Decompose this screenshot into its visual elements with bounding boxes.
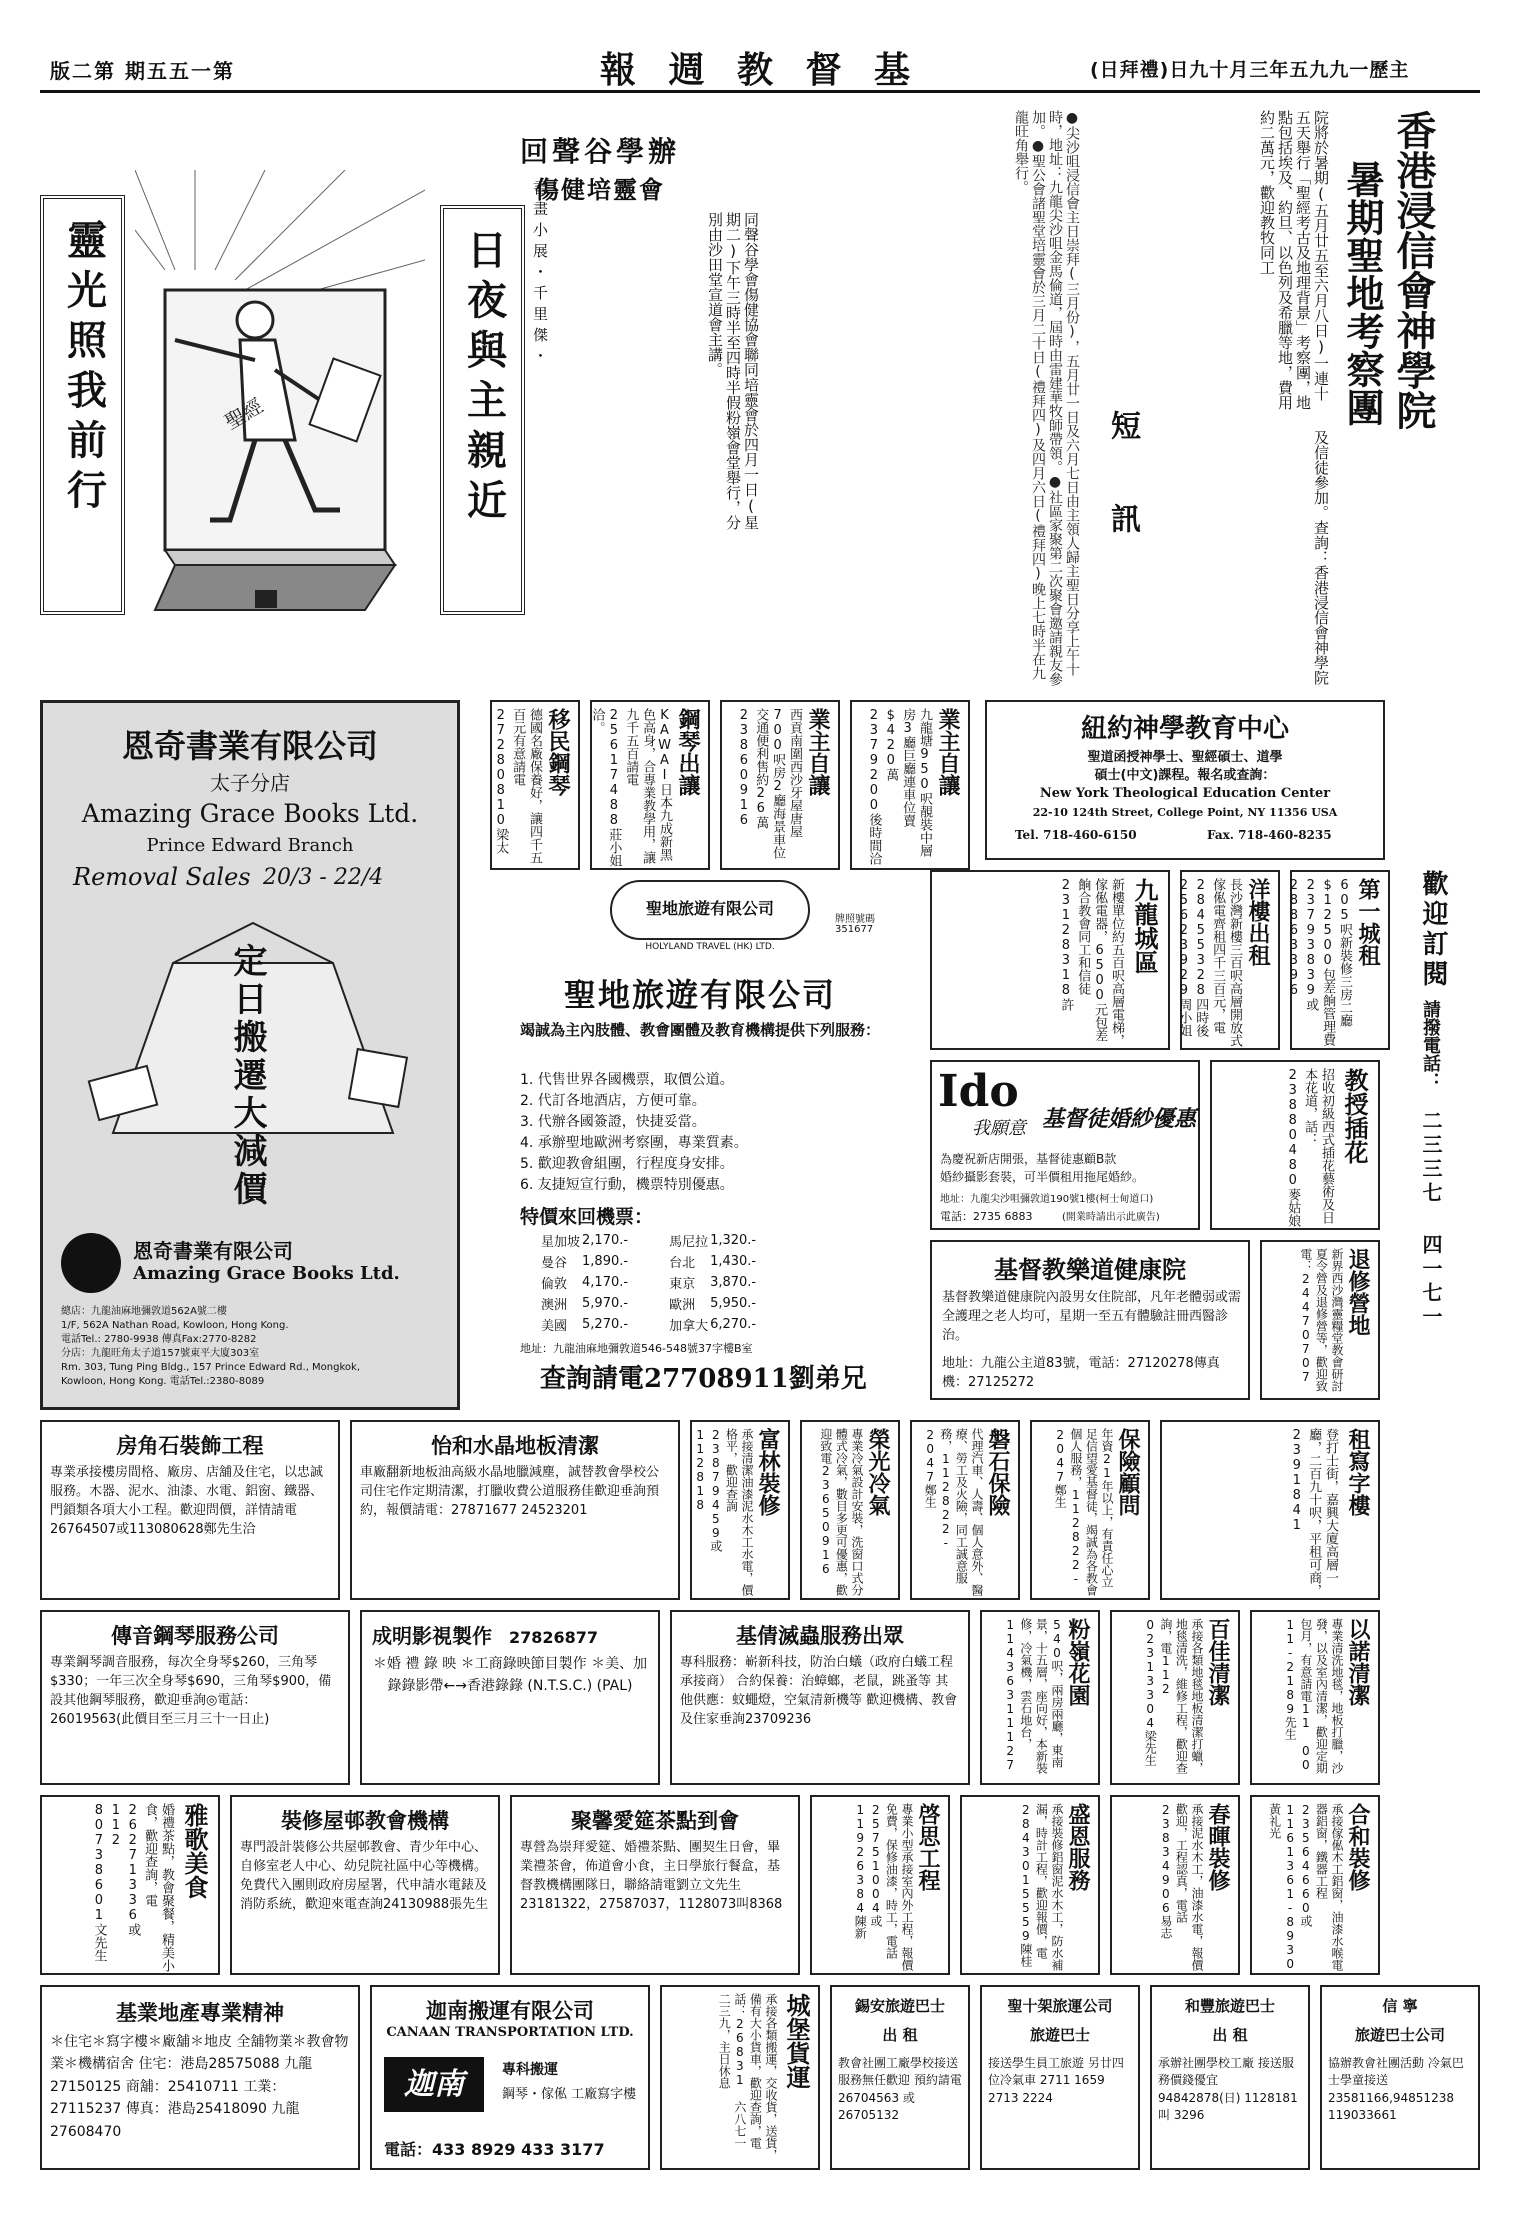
qisi-engineering-ad: 啓思工程 專業小型承接室內外工程，報價免費，保修油漆，時工，電話25751004或11926384陳新 (810, 1795, 950, 1975)
owner-sale-ad-1: 業主自讓 西貢南圍西沙牙屋唐屋700呎房2廳海景車位交通便利售約26萬23860916 (720, 700, 840, 870)
rock-insurance-ad: 磐石保險 代理汽車、人壽、個人意外、醫療、勞工及火險，同工誠意服務，112822-2047鄭生 (910, 1420, 1020, 1600)
seminary-title-2 (1340, 160, 1384, 490)
wedding-ad: Ido 我願意 基督徒婚紗優惠 為慶祝新店開張，基督徒惠顧B款 婚紗攝影套裝，可半價租用拖尾婚紗。 地址：九龍尖沙咀彌敦道190號1樓(柯士甸道口) 電話：2735 6883 (開業時請出示此廣告) (930, 1060, 1200, 1230)
yang-lou-ad: 洋樓出租 長沙灣新樓三百呎高層開放式傢俬電齊租四千三百元，電28455328四時後25623929周小姐 (1180, 870, 1280, 1050)
video-production-ad: 成明影視製作 27826877 ＊婚 禮 錄 映 ＊工商錄映節目製作 ＊美、加錄錄影帶←→香港錄錄 (N.T.S.C.) (PAL) (360, 1610, 660, 1785)
seminary-title-line-1: 香港浸信會神學院 (1390, 110, 1437, 430)
cornerstone-decor-ad: 房角石裝飾工程 專業承接樓房間格、廠房、店舖及住宅，以忠誠服務。木器、泥水、油漆、水電、鋁窗、鐵器、門鎖類各項大小工程。歡迎問價，詳情請電26764507或113080628鄭先生洽 (40, 1420, 340, 1600)
top-articles (780, 110, 1480, 700)
bookstore-title: 恩奇書業有限公司 (121, 727, 378, 765)
short-news-title: 短 訊 (1105, 410, 1140, 547)
retreat-ad: 退修營地 新界西沙灣靈糧堂教會研討夏令營及退修營等，歡迎致電：24470707 (1260, 1240, 1380, 1400)
subscribe-title: 歡迎訂閱 (1418, 870, 1448, 990)
chunhui-decor-ad: 春暉裝修 承接泥水木工，油漆水電，報價歡迎，工程認真，電話23834906易志 (1110, 1795, 1240, 1975)
shengen-service-ad: 盛恩服務 承接裝修鋁窗泥水木工，防水補漏，時計工程，歡迎報價，電2843015559陳桂 (960, 1795, 1100, 1975)
canaan-logo: 迦南 (384, 2057, 484, 2112)
seminary-body: 院將於暑期(五月廿五至六月八日)一連十五天舉行「聖經考古及地理背景」考察團，地點包括埃及、約旦、以色列及希臘等地，費用約二萬元，歡迎教牧同工 (1258, 110, 1330, 410)
travel-fare-table: 星加坡 2,170.- 馬尼拉 1,320.- 曼谷 1,890.- 台北 1,430.- 倫敦 4,170.- 東京 3,870.- 澳洲 5,970.- 歐洲 5,950.- 美國 5,270.- 加拿大 6,270.- (541, 1233, 757, 1334)
fanling-garden-ad: 粉嶺花園 540呎，兩房兩廳，東南景，十五層，座向好，本新裝修，冷氣機，雲石地台，11436311127 (980, 1610, 1100, 1785)
holy-cross-bus-ad: 聖十架旅運公司 旅遊巴士 接送學生員工旅遊 另廿四位冷氣車 2711 1659 2713 2224 (980, 1985, 1140, 2170)
canaan-moving-ad: 迦南搬運有限公司 CANAAN TRANSPORTATION LTD. 迦南 專科搬運 鋼琴・傢俬 工廠寫字樓 電話：433 8929 433 3177 (370, 1985, 650, 2170)
piano-sale-ad: 鋼琴出讓 KAWAI日本九成新黑色高身，合專業教學用，讓九千五百請電25617488莊小姐洽。 (590, 700, 710, 870)
pest-control-ad: 基倩滅蟲服務出眾 專科服務：嶄新科技，防治白蟻（政府白蟻工程承接商） 合約保養：治蟑螂，老鼠，跳蚤等 其他供應：蚊蠅燈，空氣清新機等 歡迎機構、教會及住家垂詢23709236 (670, 1610, 970, 1785)
tea-catering-ad: 聚馨愛筵茶點到會 專營為崇拜愛筵、婚禮茶點、團契生日會，畢業禮茶會，佈道會小食，主日學旅行餐盒，基督教機構團隊日，聯絡請電劉立文先生23181322，27587037，1128073叫8368 (510, 1795, 800, 1975)
bible-drawing (135, 170, 425, 640)
bible-illustration (135, 170, 425, 640)
travel-phone[interactable]: 查詢請電27708911劉弟兄 (540, 1364, 867, 1394)
drawing-label: 聖經 (220, 393, 268, 435)
bookstore-logo-cn: 恩奇書業有限公司 (133, 1239, 293, 1263)
floor-cleaning-ad: 怡和水晶地板清潔 車廠翻新地板油高級水晶地臘減塵，誠替教會學校公司住宅作定期清潔，打臘收費公道服務佳歡迎垂詢預約，報價請電：27871677 24523201 (350, 1420, 680, 1600)
yage-catering-ad: 雅歌美食 婚禮茶點，教會聚餐，精美小食，歡迎查詢，電26271336或112 80738601文先生 (40, 1795, 220, 1975)
bookstore-logo-en: Amazing Grace Books Ltd. (133, 1263, 400, 1284)
enoch-cleaning-ad: 以諾清潔 專業清洗地毯，地板打臘，沙發，以及室內清潔，歡迎定期包月，有意請電11 00 11-2189先生 (1250, 1610, 1380, 1785)
office-rent-ad: 租寫字樓 登打士街，嘉興大廈高層一廳，二百九十呎，平租可商，2391841 (1160, 1420, 1380, 1600)
health-center-ad: 基督教樂道健康院 基督教樂道健康院內設男女住院部，凡年老體弱或需全護理之老人均可，星期一至五有體驗註冊西醫診治。 地址：九龍公主道83號，電話：27120278傳真機：27125272 (930, 1240, 1250, 1400)
bookstore-branch: 太子分店 (210, 771, 290, 795)
canaan-phone[interactable]: 電話：433 8929 433 3177 (384, 2140, 605, 2159)
seminary-contact: 及信徒參加。查詢：香港浸信會神學院 (1312, 430, 1330, 685)
insurance-advisor-ad: 保險顧問 年資21年以上，有責任心立足信望愛基督徒，竭誠為各教會個人服務，112822-2047鄭生 (1030, 1420, 1150, 1600)
owner-sale-ad-2: 業主自讓 九龍塘950呎靚裝中層房3廳巨廳連車位賣$420萬2379200後時間洽 (850, 700, 970, 870)
baijia-cleaning-ad: 百佳清潔 承接各類地毯地板清潔打蠟，地毯清洗，維修工程，歡迎查詢，電112 02313304梁先生 (1110, 1610, 1240, 1785)
piano-service-ad: 傳音鋼琴服務公司 專業鋼琴調音服務，每次全身琴$260，三角琴$330；一年三次全身琴$690，三角琴$900，備設其他鋼琴服務，歡迎垂詢◎電話：26019563(此價目至三月三十一日止) (40, 1610, 350, 1785)
travel-ad: 聖地旅遊有限公司 HOLYLAND TRAVEL (HK) LTD. 牌照號碼 351677 聖地旅遊有限公司 竭誠為主內肢體、教會團體及教育機構提供下列服務： 1. 代售世界各國機票，取價公道。 2. 代訂各地酒店，方便可靠。 3. 代辦各國簽證，快捷妥當。 4. 承辦聖地歐洲考察團，專業質素。 5. 歡迎教會組團，行程度身安排。 6. 友捷短宣行動，機票特別優惠。 特價來回機票： 星加坡 2,170.- 馬尼拉 1,320.- 曼谷 1,890.- 台北 1,430.- 倫敦 4,170.- 東京 3,870.- 澳洲 5,970.- 歐洲 5,950.- 美國 5,270.- 加拿大 6,270.- 地址：九龍油麻地彌敦道546-548號37字樓B室 查詢請電27708911劉弟兄 (480, 880, 920, 1400)
travel-logo: 聖地旅遊有限公司 (645, 899, 774, 918)
hefeng-bus-ad: 和豐旅遊巴士 出 租 承辦社團學校工廠 接送服務價錢優宜 94842878(日) 1128181 叫 3296 (1150, 1985, 1310, 2170)
bookstore-title-en: Amazing Grace Books Ltd. (81, 799, 419, 828)
bookstore-logo-icon (61, 1233, 121, 1293)
bookstore-dates: 20/3 - 22/4 (263, 865, 384, 890)
right-banner: 日夜與主親近 (440, 205, 525, 615)
seminary-title-line-2: 暑期聖地考察團 (1340, 160, 1385, 426)
newyork-center-ad: 紐約神學教育中心 聖道函授神學士、聖經碩士、道學 碩士(中文)課程。報名或查詢： New York Theological Education Center 22-10 124th Street, College Point, NY 11356 USA Tel. 718-460-6150 Fax. 718-460-8235 (985, 700, 1385, 860)
bookstore-branch-en: Prince Edward Branch (146, 835, 354, 856)
xinning-bus-ad: 信 寧 旅遊巴士公司 協辦教會社團活動 冷氣巴士學童接送 23581166,94851238 119033661 (1320, 1985, 1480, 2170)
kowloon-city-ad: 九龍城區 新樓單位約五百呎高層電梯，傢俬電器，6500元包差餉合教會同工和信徒23128318許 (930, 870, 1170, 1050)
subscribe-phone-label: 請撥電話： (1420, 1000, 1441, 1090)
subscribe-phone[interactable]: 二三三七 四一七一 (1419, 1110, 1443, 1330)
aircon-ad: 榮光冷氣 專業冷氣設計安裝，洗窗口式分體式冷氣，數目多更可優惠，歡迎致電23650916 (800, 1420, 900, 1600)
property-agency-ad: 基業地產專業精神 ＊住宅＊寫字樓＊廠舖＊地皮 全舖物業＊教會物業＊機構宿舍 住宅：港島28575088 九龍27150125 商舖：25410711 工業：27115237 傳真：港島25418090 九龍27608470 (40, 1985, 360, 2170)
piano-immigration-ad: 移民鋼琴 德國名廠保養好，讓四千五百元有意請電27280810梁太 (490, 700, 580, 870)
bookstore-address: 總店：九龍油麻地彌敦道562A號二樓 1/F, 562A Nathan Road, Kowloon, Hong Kong. 電話Tel.: 2780-9938 傳真Fax:2770-8282 分店：九龍旺角太子道157號東平大廈303室 Rm. 303, Tung Ping Bldg., 157 Prince Edward Rd., Mongkok, Kowloon, Hong Kong. 電話Tel.:2380-8089 (61, 1306, 361, 1387)
short-news-body: ●尖沙咀浸信會主日崇拜(三月份)，五月廿一日及六月七日由主領人歸主聖日分享上午十時，地址：九龍尖沙咀金馬倫道，屆時由雷建華牧師帶領。●社區家聚第二次聚會邀請親友參加。●聖公會諸聖堂培靈會於三月二十日(禮拜四)及四月六日(禮拜四)晚上七時半在九龍旺角舉行。 (1013, 110, 1080, 686)
zion-bus-ad: 錫安旅遊巴士 出 租 教會社團工廠學校接送服務無任歡迎 預約請電26704563 或26705132 (830, 1985, 970, 2170)
bookstore-slogan: 定日搬遷大減價 (227, 943, 267, 1209)
travel-services: 1. 代售世界各國機票，取價公道。 2. 代訂各地酒店，方便可靠。 3. 代辦各國簽證，快捷妥當。 4. 承辦聖地歐洲考察團，專業質素。 5. 歡迎教會組團，行程度身安排。 6. 友捷短宣行動，機票特別優惠。 (520, 1072, 748, 1193)
fellowship-subtitle: 傷健培靈會 (535, 175, 665, 204)
left-banner: 靈光照我前行 (40, 195, 125, 615)
health-title: 基督教樂道健康院 (994, 1255, 1186, 1284)
subscribe-column (1395, 870, 1465, 1530)
teach-flower-ad: 教授插花 招收初級西式插花藝術及日本花道，話：23880480麥姑娘 (1210, 1060, 1380, 1230)
bookstore-sale: Removal Sales (73, 863, 251, 891)
estate-church-decor-ad: 裝修屋邨教會機構 專門設計裝修公共屋邨教會、青少年中心、自修室老人中心、幼兒院社區中心等機構。免費代入團則政府房屋署，代申請水電錶及消防系統，歡迎來電查詢24130988張先生 (230, 1795, 500, 1975)
newyork-title: 紐約神學教育中心 (1080, 714, 1289, 744)
travel-name: 聖地旅遊有限公司 (563, 976, 836, 1014)
issue-date: (日拜禮)日九十月三年五九九一歷主 (1090, 59, 1410, 81)
fellowship-title: 回聲谷學辦 (519, 135, 680, 168)
first-city-ad: 第一城租 605呎新裝修三房二廳$12500包差餉管理費23793839或28863396 (1290, 870, 1390, 1050)
bookstore-ad (40, 700, 460, 1410)
wedding-title: 基督徒婚紗優惠 (1042, 1106, 1197, 1132)
paper-name: 報 週 教 督 基 (599, 49, 921, 91)
wedding-brand: Ido (938, 1066, 1019, 1117)
fulin-decor-ad: 富林裝修 承接清潔油漆泥水木工水電，價格平，歡迎查詢23879459或112818 (690, 1420, 790, 1600)
castle-freight-ad: 城堡貨運 承接各類搬運，交收貨，送貨，備有大小貨車，歡迎查詢，電話：26831 六八七一 二三九，主日休息 (660, 1985, 820, 2170)
drawing-caption: 書畫小展・千里傑・ (531, 180, 549, 369)
hehe-decor-ad: 合和裝修 承接傢俬木工鋁窗，油漆水喉電器鋁窗，鐵器工程23564660或1161361-8930黃礼光 (1250, 1795, 1380, 1975)
fellowship-body: 同聲谷學會傷健協會聯同培靈會於四月一日(星期二)下午三時半至四時半假粉嶺會堂舉行，分別由沙田堂宣道會主講。 (706, 212, 760, 530)
seminary-title (1390, 110, 1436, 450)
page-label: 版二第 期五五一第 (50, 59, 235, 83)
